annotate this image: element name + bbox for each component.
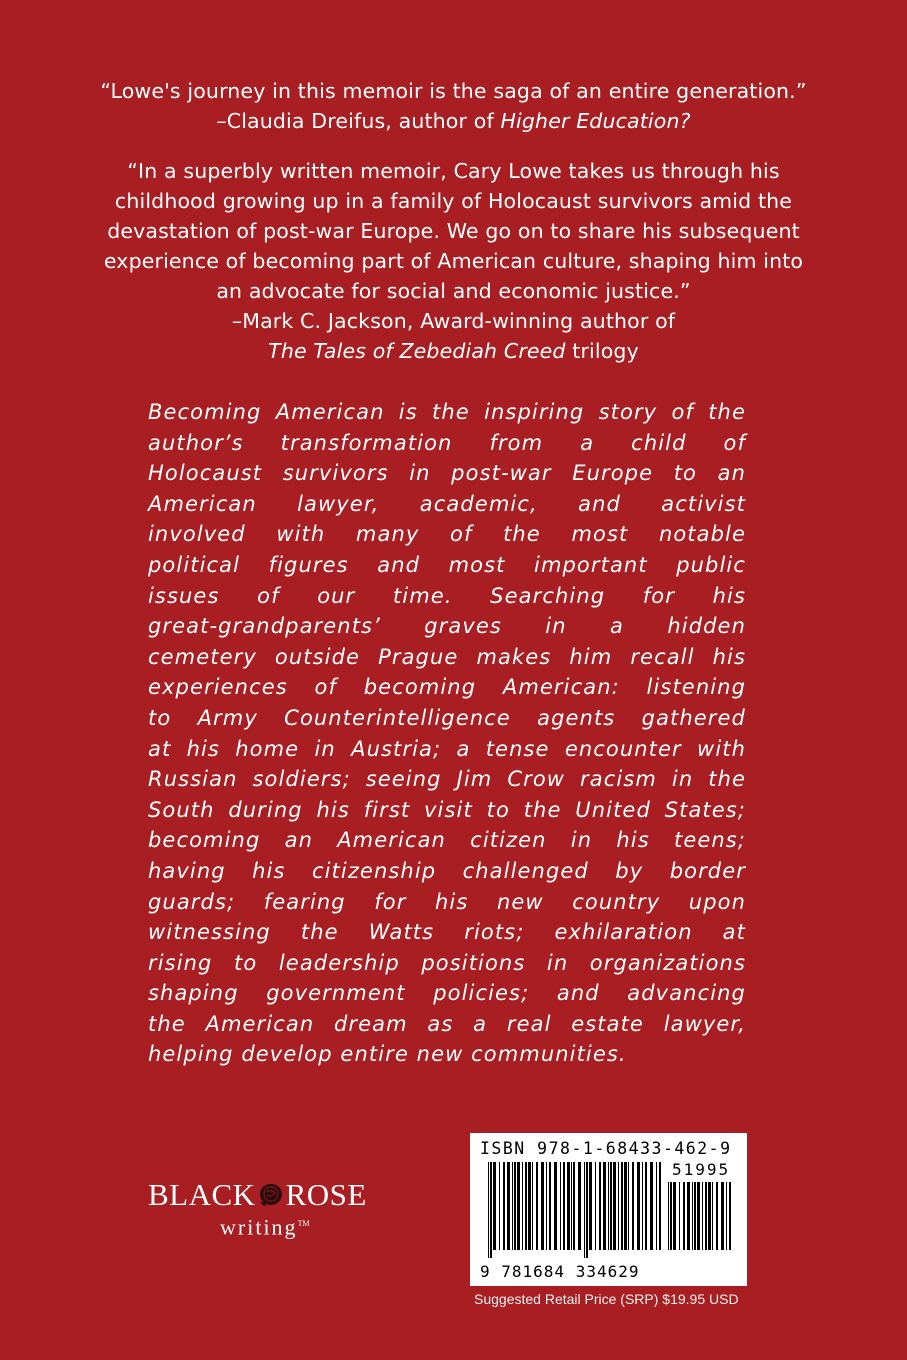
barcode-bar <box>512 1162 513 1250</box>
barcode-bar <box>546 1162 547 1250</box>
description-line: the American dream as a real estate lawyer, <box>148 1011 746 1036</box>
quote-text: devastation of post-war Europe. We go on to share his subsequent <box>107 219 800 243</box>
barcode-bar <box>499 1162 500 1250</box>
barcode-bar <box>573 1162 575 1250</box>
suggested-retail-price: Suggested Retail Price (SRP) $19.95 USD <box>474 1291 739 1307</box>
barcode-bar <box>697 1182 700 1250</box>
barcode-bar <box>702 1182 703 1250</box>
barcode-bar <box>560 1162 561 1250</box>
barcode-bar <box>610 1162 612 1250</box>
description-line: Becoming American is the inspiring story of the <box>148 400 746 424</box>
isbn-label: ISBN 978-1-68433-462-9 <box>480 1139 732 1158</box>
barcode-bar <box>618 1162 619 1250</box>
description-line: cemetery outside Prague makes him recall his <box>148 644 746 669</box>
barcode-bars <box>488 1162 662 1258</box>
barcode-bar <box>705 1182 707 1250</box>
description-line: experiences of becoming American: listening <box>148 675 746 700</box>
description-line: American lawyer, academic, and activist <box>148 491 746 516</box>
quote-attribution: The Tales of Zebediah Creed trilogy <box>268 339 639 363</box>
barcode-bar <box>712 1182 713 1250</box>
barcode-supplement-bars <box>668 1182 736 1258</box>
barcode-bar <box>726 1182 727 1250</box>
barcode-bar <box>599 1162 601 1250</box>
barcode-bar <box>517 1162 520 1250</box>
description-line: helping develop entire new communities. <box>148 1042 627 1067</box>
description-line: South during his first visit to the United States; <box>148 797 746 822</box>
description-line: issues of our time. Searching for his <box>148 583 746 608</box>
barcode-bar <box>554 1162 557 1250</box>
barcode-supplement-digits: 51995 <box>672 1160 731 1179</box>
barcode-bar <box>589 1162 592 1250</box>
barcode-bar <box>673 1182 676 1250</box>
barcode-bar <box>541 1162 544 1250</box>
barcode-bar <box>595 1162 596 1250</box>
rose-icon <box>257 1181 285 1207</box>
description-line: having his citizenship challenged by border <box>148 858 746 883</box>
description-line: Russian soldiers; seeing Jim Crow racism in the <box>148 767 746 792</box>
barcode-bar <box>549 1162 551 1250</box>
quote-text: childhood growing up in a family of Holocaust survivors amid the <box>114 189 793 213</box>
barcode-bar <box>567 1162 570 1250</box>
barcode-bar <box>668 1182 669 1250</box>
book-title: The Tales of Zebediah Creed <box>268 339 566 363</box>
barcode-bar <box>613 1162 616 1250</box>
barcode-digits: 9 781684 334629 <box>480 1262 640 1281</box>
description-line: involved with many of the most notable <box>148 522 746 547</box>
description-line: political figures and most important public <box>148 552 746 577</box>
barcode-bar <box>632 1162 634 1250</box>
barcode <box>470 1133 747 1286</box>
barcode-bar <box>679 1182 680 1250</box>
barcode-bar <box>729 1182 731 1250</box>
description-line: to Army Counterintelligence agents gathered <box>148 705 746 730</box>
logo-word-rose: ROSE <box>285 1177 367 1212</box>
endorsement-jackson <box>40 156 867 366</box>
description-line: shaping government policies; and advancing <box>148 981 746 1006</box>
description-line: Holocaust survivors in post-war Europe to an <box>148 461 746 486</box>
barcode-bar <box>670 1182 672 1250</box>
description-line: great-grandparents’ graves in a hidden <box>148 614 746 639</box>
book-description <box>148 397 746 1070</box>
publisher-logo <box>148 1178 388 1238</box>
barcode-bar <box>536 1162 538 1250</box>
barcode-bar <box>645 1162 647 1250</box>
quote-attribution: –Claudia Dreifus, author of Higher Education? <box>216 109 691 133</box>
barcode-bar <box>721 1182 724 1250</box>
barcode-bar <box>514 1162 516 1250</box>
barcode-bar <box>656 1162 657 1250</box>
barcode-bar <box>528 1162 531 1250</box>
barcode-bar <box>578 1162 581 1250</box>
description-line: at his home in Austria; a tense encounter with <box>148 736 746 761</box>
barcode-bar <box>525 1162 527 1250</box>
barcode-bar <box>532 1162 533 1250</box>
barcode-bar <box>708 1182 711 1250</box>
quote-text: “Lowe's journey in this memoir is the saga of an entire generation.” <box>100 79 807 103</box>
barcode-bar <box>687 1182 690 1250</box>
quote-text: experience of becoming part of American culture, shaping him into <box>103 249 804 273</box>
barcode-bar <box>659 1162 661 1250</box>
quote-text: “In a superbly written memoir, Cary Lowe takes us through his <box>127 159 780 183</box>
barcode-bar <box>628 1162 629 1250</box>
logo-word-black: BLACK <box>148 1177 256 1212</box>
barcode-bar <box>522 1162 523 1250</box>
barcode-bar <box>642 1162 643 1250</box>
quote-text: an advocate for social and economic justice.” <box>216 279 691 303</box>
barcode-bar <box>608 1162 609 1250</box>
barcode-bar <box>507 1162 510 1250</box>
barcode-bar <box>621 1162 623 1250</box>
endorsement-dreifus <box>40 76 867 136</box>
description-line: author’s transformation from a child of <box>148 430 746 455</box>
description-line: witnessing the Watts riots; exhilaration at <box>148 920 746 945</box>
description-line: becoming an American citizen in his teens; <box>148 828 746 853</box>
barcode-bar <box>683 1182 685 1250</box>
quote-attribution: –Mark C. Jackson, Award-winning author of <box>231 309 676 333</box>
description-line: guards; fearing for his new country upon <box>148 889 746 914</box>
barcode-bar <box>603 1162 606 1250</box>
barcode-bar <box>650 1162 653 1250</box>
barcode-bar <box>586 1162 588 1258</box>
description-line: rising to leadership positions in organizations <box>148 950 746 975</box>
barcode-bar <box>488 1162 489 1258</box>
barcode-bar <box>716 1182 718 1250</box>
barcode-bar <box>493 1162 496 1250</box>
barcode-bar <box>563 1162 565 1250</box>
endorsements <box>40 76 867 366</box>
barcode-bar <box>692 1182 693 1250</box>
barcode-bar <box>490 1162 492 1258</box>
barcode-bar <box>503 1162 505 1250</box>
barcode-bar <box>571 1162 572 1250</box>
book-title: Higher Education? <box>500 109 691 133</box>
barcode-bar <box>584 1162 585 1258</box>
trademark-mark: TM <box>297 1219 310 1228</box>
barcode-bar <box>694 1182 696 1250</box>
barcode-bar <box>624 1162 627 1250</box>
barcode-bar <box>637 1162 640 1250</box>
logo-word-writing: writing <box>220 1214 298 1240</box>
